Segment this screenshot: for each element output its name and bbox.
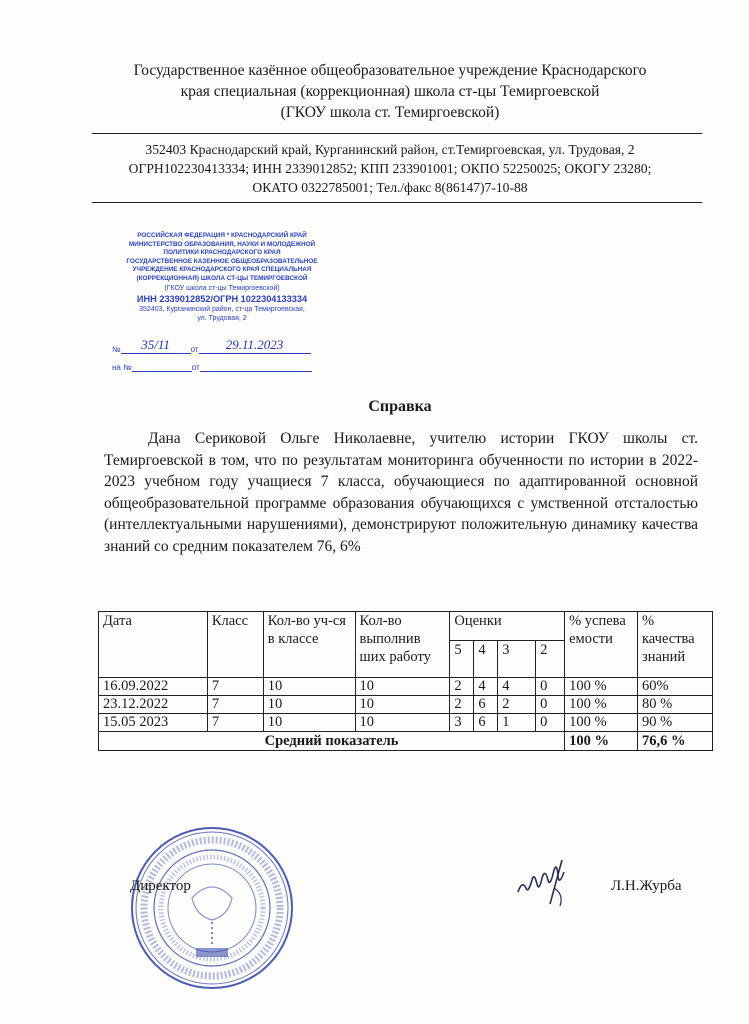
header-line-3: (ГКОУ школа ст. Темиргоевской) [280, 104, 500, 121]
document-body [104, 428, 698, 557]
official-seal-icon [130, 826, 294, 990]
stamp-reference [112, 336, 332, 372]
cell-completed: 10 [355, 678, 450, 696]
address-line-3: ОКАТО 0322785001; Тел./факс 8(86147)7-10-88 [252, 180, 528, 195]
cell-class: 7 [207, 696, 263, 714]
header-grade-3: 3 [498, 641, 536, 678]
cell-date: 15.05 2023 [99, 714, 208, 732]
cell-students: 10 [263, 714, 355, 732]
cell-success: 100 % [565, 714, 638, 732]
table-row [99, 696, 713, 714]
number-label: № [112, 345, 121, 354]
body-paragraph: Дана Сериковой Ольге Николаевне, учителю истории ГКОУ школы ст. Темиргоевской в том, что по результатам мониторинга обученности по истории в 2022-2023 учебном году учащиеся 7 класса, обучающиеся по адаптированной основной общеобразовательной программе образования обучающихся с умственной отсталостью (интеллектуальными нарушениями), демонстрируют положительную динамику качества знаний со средним показателем 76, 6% [104, 430, 698, 555]
header-divider-top [92, 133, 702, 134]
stamp-line: МИНИСТЕРСТВО ОБРАЗОВАНИЯ, НАУКИ И МОЛОДЕЖНОЙ [128, 240, 316, 248]
cell-completed: 10 [355, 714, 450, 732]
header-completed: Кол-во выполнив ших работу [355, 612, 450, 678]
stamp-line: ГОСУДАРСТВЕННОЕ КАЗЕННОЕ ОБЩЕОБРАЗОВАТЕЛЬНОЕ [126, 257, 318, 265]
cell-grade-3: 4 [498, 678, 536, 696]
stamp-inn: ИНН 2339012852/ОГРН 1022304133334 [136, 293, 308, 304]
cell-success: 100 % [565, 678, 638, 696]
stamp-line: ПОЛИТИКИ КРАСНОДАРСКОГО КРАЯ [163, 249, 281, 257]
header-quality: % качества знаний [637, 612, 712, 678]
cell-grade-2: 0 [536, 678, 565, 696]
header-date: Дата [99, 612, 208, 678]
header-grades: Оценки [450, 612, 565, 641]
ref-number-label: на № [112, 363, 132, 372]
ref-date-blank [200, 371, 312, 372]
ref-date-label: от [191, 363, 200, 372]
date-label: от [190, 345, 199, 354]
stamp-line: УЧРЕЖДЕНИЕ КРАСНОДАРСКОГО КРАЯ СПЕЦИАЛЬНАЯ [132, 266, 312, 274]
average-success: 100 % [565, 732, 638, 751]
header-grade-5: 5 [450, 641, 474, 678]
average-label: Средний показатель [99, 732, 565, 751]
school-address [80, 140, 700, 197]
header-line-1: Государственное казённое общеобразовательное учреждение Краснодарского [133, 62, 647, 79]
cell-class: 7 [207, 714, 263, 732]
cell-grade-2: 0 [536, 714, 565, 732]
stamp-line: (ГКОУ школа ст-цы Темиргоевской) [164, 284, 280, 292]
document-number: 35/11 [121, 337, 191, 354]
cell-quality: 90 % [637, 714, 712, 732]
school-header [80, 60, 700, 123]
table-row [99, 714, 713, 732]
cell-grade-3: 1 [498, 714, 536, 732]
cell-grade-3: 2 [498, 696, 536, 714]
header-grade-2: 2 [536, 641, 565, 678]
document-date: 29.11.2023 [199, 337, 311, 354]
header-class: Класс [207, 612, 263, 678]
director-label: Директор [130, 878, 191, 894]
header-line-2: края специальная (коррекционная) школа ст-цы Темиргоевской [180, 83, 600, 100]
director-name: Л.Н.Журба [611, 878, 682, 894]
cell-date: 16.09.2022 [99, 678, 208, 696]
signature-icon [510, 852, 590, 912]
header-divider-bottom [92, 202, 702, 203]
address-line-1: 352403 Краснодарский край, Курганинский район, ст.Темиргоевская, ул. Трудовая, 2 [145, 142, 635, 157]
cell-grade-4: 4 [474, 678, 498, 696]
stamp-address-1: 352403, Курганинский район, ст-ца Темиргоевская, [139, 305, 305, 313]
address-line-2: ОГРН102230413334; ИНН 2339012852; КПП 233901001; ОКПО 52250025; ОКОГУ 23280; [128, 161, 652, 176]
stamp-address-2: ул. Трудовая, 2 [197, 314, 247, 322]
cell-grade-2: 0 [536, 696, 565, 714]
header-success: % успева емости [565, 612, 638, 678]
cell-success: 100 % [565, 696, 638, 714]
cell-quality: 80 % [637, 696, 712, 714]
cell-quality: 60% [637, 678, 712, 696]
registration-stamp [112, 232, 332, 323]
cell-grade-5: 2 [450, 696, 474, 714]
grades-table [98, 611, 713, 751]
average-row [99, 732, 713, 751]
cell-completed: 10 [355, 696, 450, 714]
table-row [99, 678, 713, 696]
average-quality: 76,6 % [637, 732, 712, 751]
document-title: Справка [368, 398, 432, 415]
cell-grade-5: 3 [450, 714, 474, 732]
cell-grade-4: 6 [474, 696, 498, 714]
ref-number-blank [132, 371, 192, 372]
cell-date: 23.12.2022 [99, 696, 208, 714]
cell-grade-4: 6 [474, 714, 498, 732]
header-grade-4: 4 [474, 641, 498, 678]
table-header-row [99, 612, 713, 641]
cell-students: 10 [263, 696, 355, 714]
cell-grade-5: 2 [450, 678, 474, 696]
header-students: Кол-во уч-ся в классе [263, 612, 355, 678]
cell-class: 7 [207, 678, 263, 696]
cell-students: 10 [263, 678, 355, 696]
stamp-line: РОССИЙСКАЯ ФЕДЕРАЦИЯ * КРАСНОДАРСКИЙ КРАЙ [137, 232, 307, 239]
stamp-line: (КОРРЕКЦИОННАЯ) ШКОЛА СТ-ЦЫ ТЕМИРГОЕВСКОЙ [136, 274, 308, 282]
